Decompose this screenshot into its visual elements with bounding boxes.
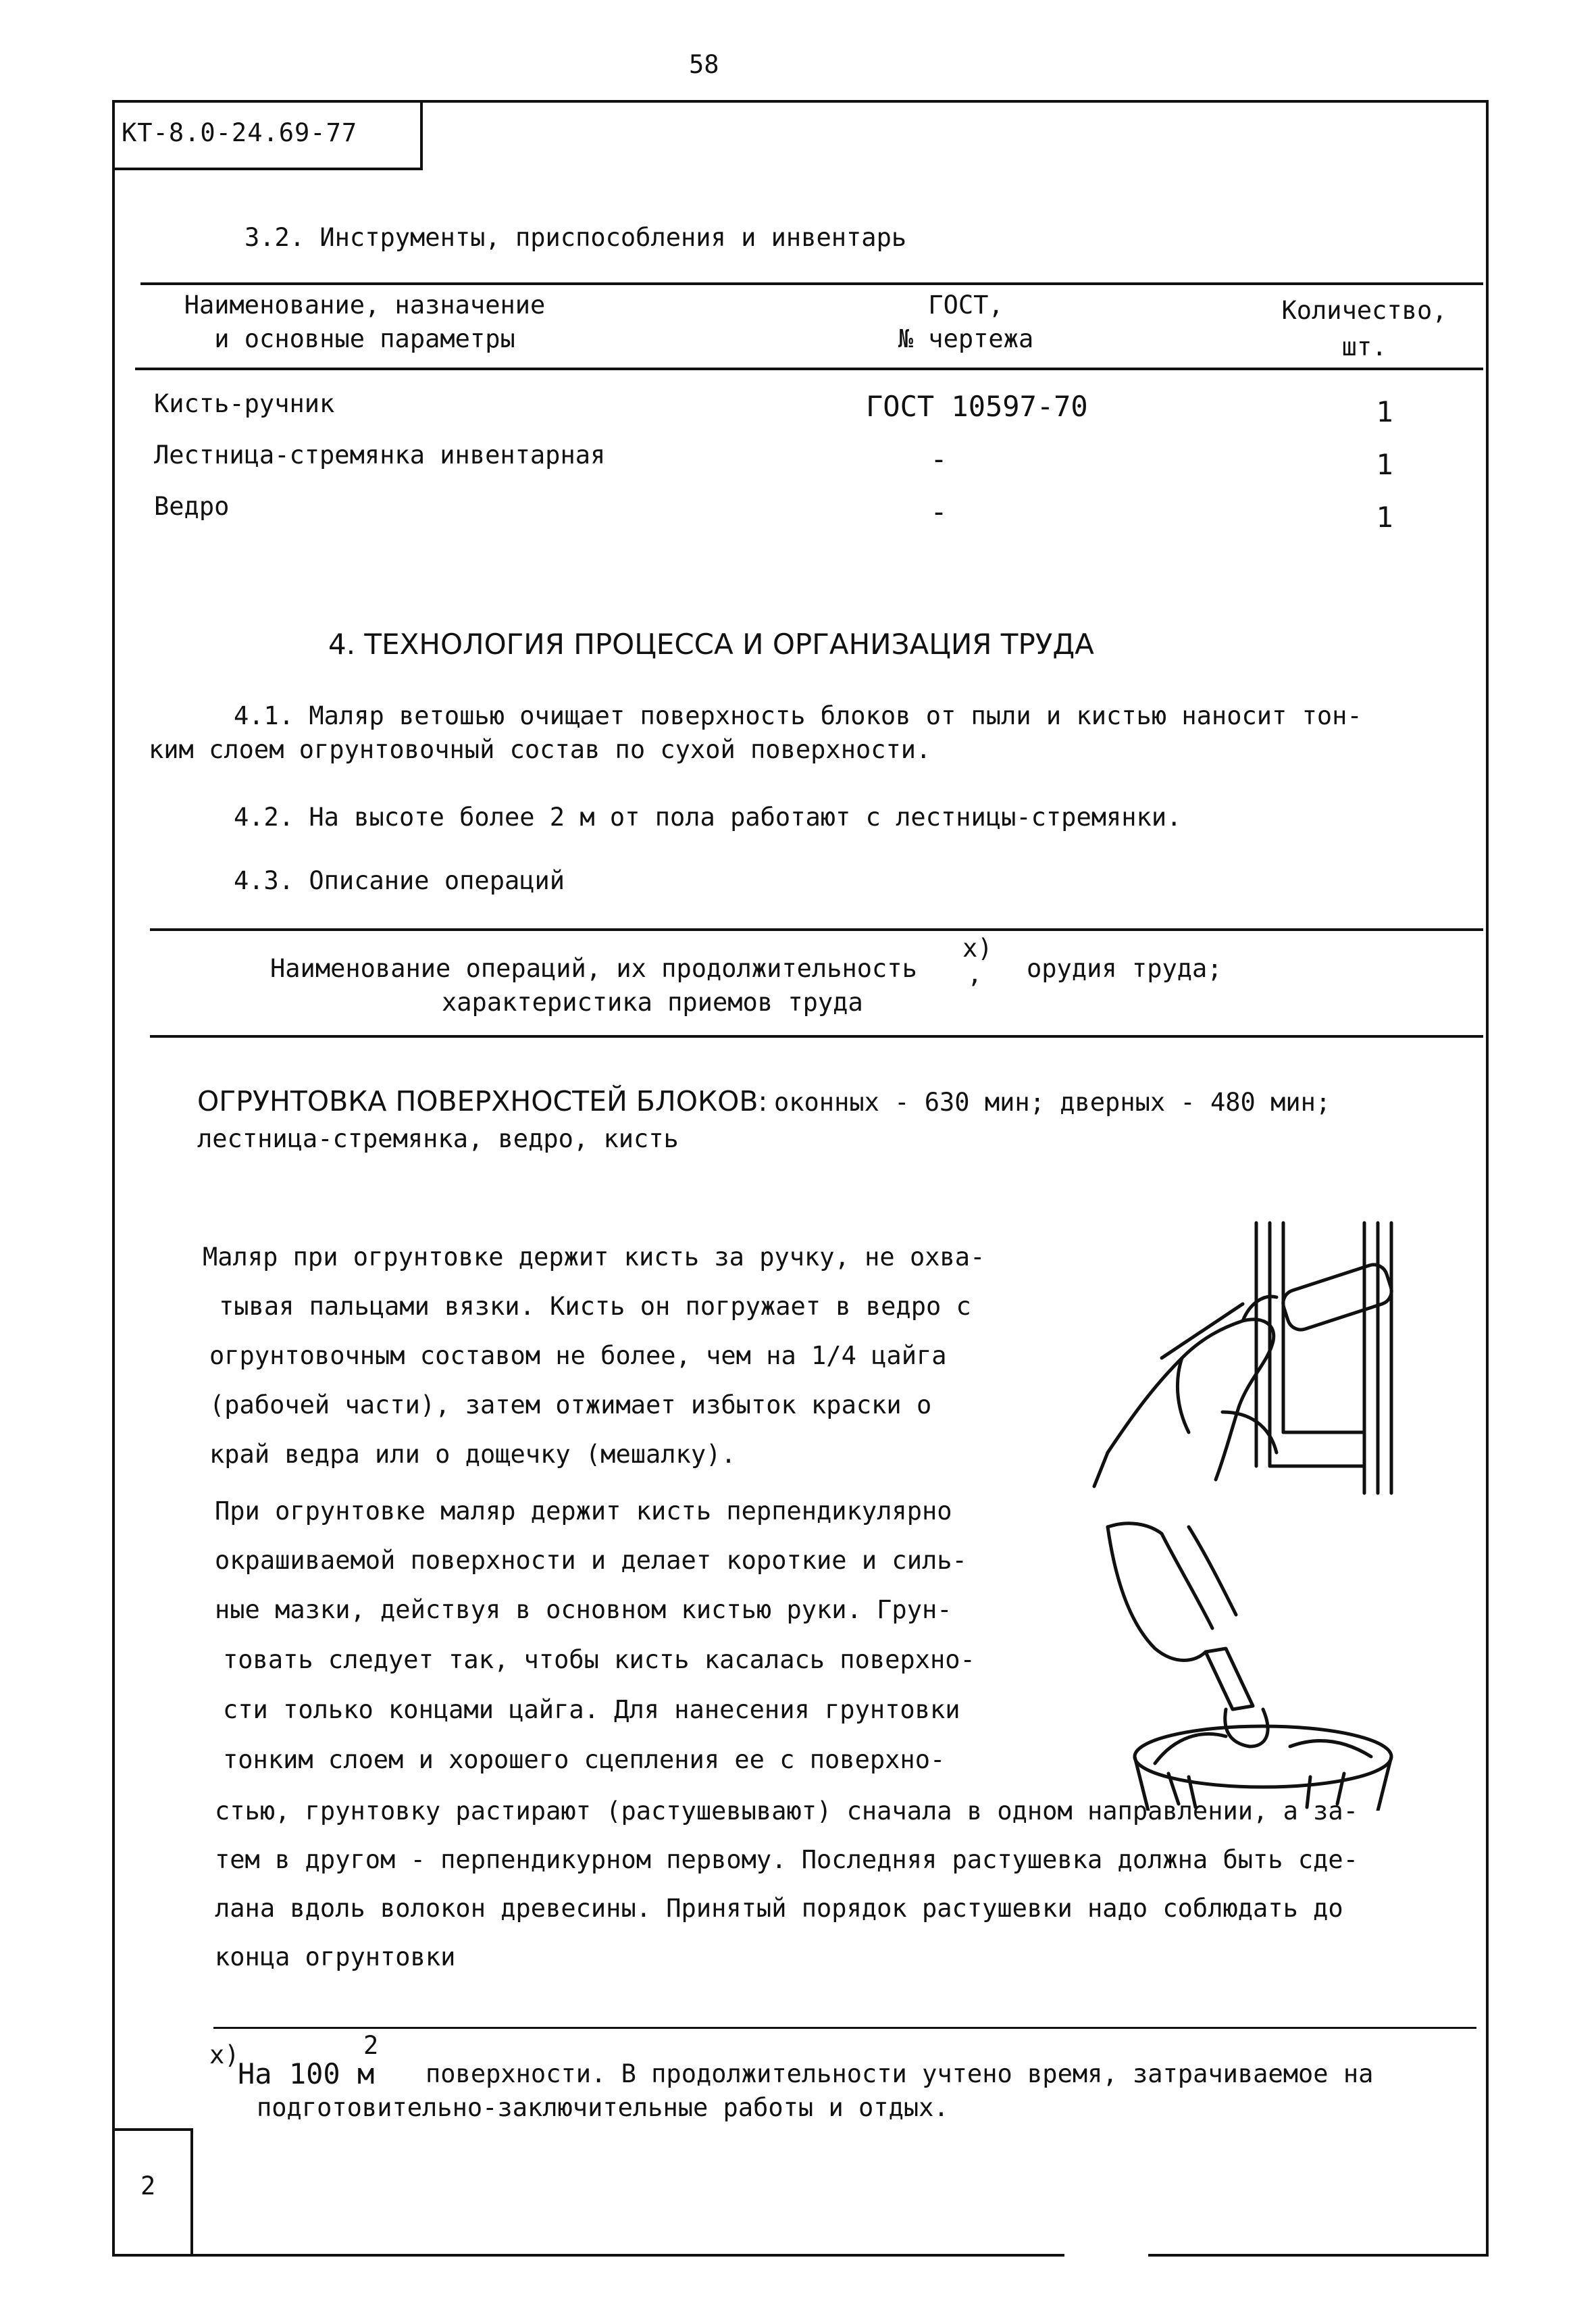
paragraph-4-1-line-1: 4.1. Маляр ветошью очищает поверхность блоков от пыли и кистью наносит тон- xyxy=(234,701,1362,730)
table-cell-gost: - xyxy=(930,495,948,528)
ops-header-footnote-mark: x) xyxy=(962,934,993,963)
footnote-line-1a: На 100 м xyxy=(238,2057,375,2090)
body-line: стью, грунтовку растирают (растушевывают) сначала в одном направлении, а за- xyxy=(215,1796,1358,1826)
table-header-gost-1: ГОСТ, xyxy=(928,291,1004,320)
table-cell-name: Ведро xyxy=(154,492,230,521)
sheet-number: 2 xyxy=(140,2171,156,2200)
body-line: лана вдоль волокон древесины. Принятый порядок растушевки надо соблюдать до xyxy=(215,1894,1343,1923)
frame-bottom-line-right xyxy=(1148,2254,1486,2257)
table-cell-qty: 1 xyxy=(1376,395,1393,428)
table-cell-qty: 1 xyxy=(1376,448,1393,481)
body-line: сти только концами цайга. Для нанесения грунтовки xyxy=(223,1695,960,1724)
body-line: окрашиваемой поверхности и делает короткие и силь- xyxy=(215,1546,967,1575)
table-header-gost-2: № чертежа xyxy=(898,324,1034,353)
footnote-rule xyxy=(213,2027,1476,2029)
table-header-qty-1: Количество, xyxy=(1281,296,1447,325)
table-header-name-2: и основные параметры xyxy=(214,324,515,353)
illustration-brush-on-frame xyxy=(1081,1209,1459,1507)
section-3-2-title: 3.2. Инструменты, приспособления и инвентарь xyxy=(244,223,907,252)
table-top-rule xyxy=(140,282,1483,285)
table-cell-name: Кисть-ручник xyxy=(154,389,335,418)
body-line: огрунтовочным составом не более, чем на 1/4 цайга xyxy=(209,1341,947,1370)
footnote-mark: x) xyxy=(209,2040,240,2069)
ops-header-line-1a: Наименование операций, их продолжительность xyxy=(270,954,917,983)
paragraph-4-3: 4.3. Описание операций xyxy=(234,866,565,895)
body-line: Маляр при огрунтовке держит кисть за ручку, не охва- xyxy=(203,1242,985,1272)
doc-code: КТ-8.0-24.69-77 xyxy=(122,118,358,147)
body-line: тем в другом - перпендикурном первому. Последняя растушевка должна быть сде- xyxy=(215,1845,1358,1874)
ops-header-comma: , xyxy=(967,959,983,988)
body-line: (рабочей части), затем отжимает избыток краски о xyxy=(209,1390,932,1419)
illustration-brush-in-bucket xyxy=(1087,1513,1439,1811)
paragraph-4-1-line-2: ким слоем огрунтовочный состав по сухой поверхности. xyxy=(149,735,931,764)
ops-header-rule xyxy=(150,1035,1483,1038)
ops-header-line-2: характеристика приемов труда xyxy=(442,988,863,1017)
table-header-qty-2: шт. xyxy=(1341,332,1387,361)
body-line: товать следует так, чтобы кисть касалась поверхно- xyxy=(223,1645,975,1674)
operation-title xyxy=(197,1085,1331,1119)
footnote-line-2: подготовительно-заключительные работы и отдых. xyxy=(257,2093,949,2122)
body-line: ные мазки, действуя в основном кистью руки. Грун- xyxy=(215,1595,952,1624)
page-number: 58 xyxy=(689,50,719,79)
table-cell-name: Лестница-стремянка инвентарная xyxy=(154,441,606,470)
section-4-title: 4. ТЕХНОЛОГИЯ ПРОЦЕССА И ОРГАНИЗАЦИЯ ТРУДА xyxy=(328,628,1094,661)
table-header-rule xyxy=(135,368,1483,370)
table-header-name-1: Наименование, назначение xyxy=(184,291,546,320)
body-line: край ведра или о дощечку (мешалку). xyxy=(209,1440,736,1469)
body-line: тонким слоем и хорошего сцепления ее с поверхно- xyxy=(223,1745,946,1774)
footnote-line-1b: поверхности. В продолжительности учтено время, затрачиваемое на xyxy=(426,2059,1374,2088)
ops-top-rule xyxy=(150,928,1483,931)
body-line: конца огрунтовки xyxy=(215,1942,456,1971)
body-line: тывая пальцами вязки. Кисть он погружает в ведро с xyxy=(219,1292,971,1321)
frame-bottom-line xyxy=(112,2254,1064,2257)
paragraph-4-2: 4.2. На высоте более 2 м от пола работают с лестницы-стремянки. xyxy=(234,803,1182,832)
table-cell-qty: 1 xyxy=(1376,501,1393,534)
ops-header-line-1b: орудия труда; xyxy=(1027,954,1222,983)
operation-title-caps: ОГРУНТОВКА ПОВЕРХНОСТЕЙ БЛОКОВ: xyxy=(197,1085,768,1117)
table-cell-gost: ГОСТ 10597-70 xyxy=(866,390,1088,423)
body-line: При огрунтовке маляр держит кисть перпендикулярно xyxy=(215,1496,952,1526)
operation-title-rest: оконных - 630 мин; дверных - 480 мин; xyxy=(773,1088,1331,1117)
table-cell-gost: - xyxy=(930,443,948,476)
footnote-superscript: 2 xyxy=(363,2031,379,2060)
operation-tools: лестница-стремянка, ведро, кисть xyxy=(197,1124,679,1153)
